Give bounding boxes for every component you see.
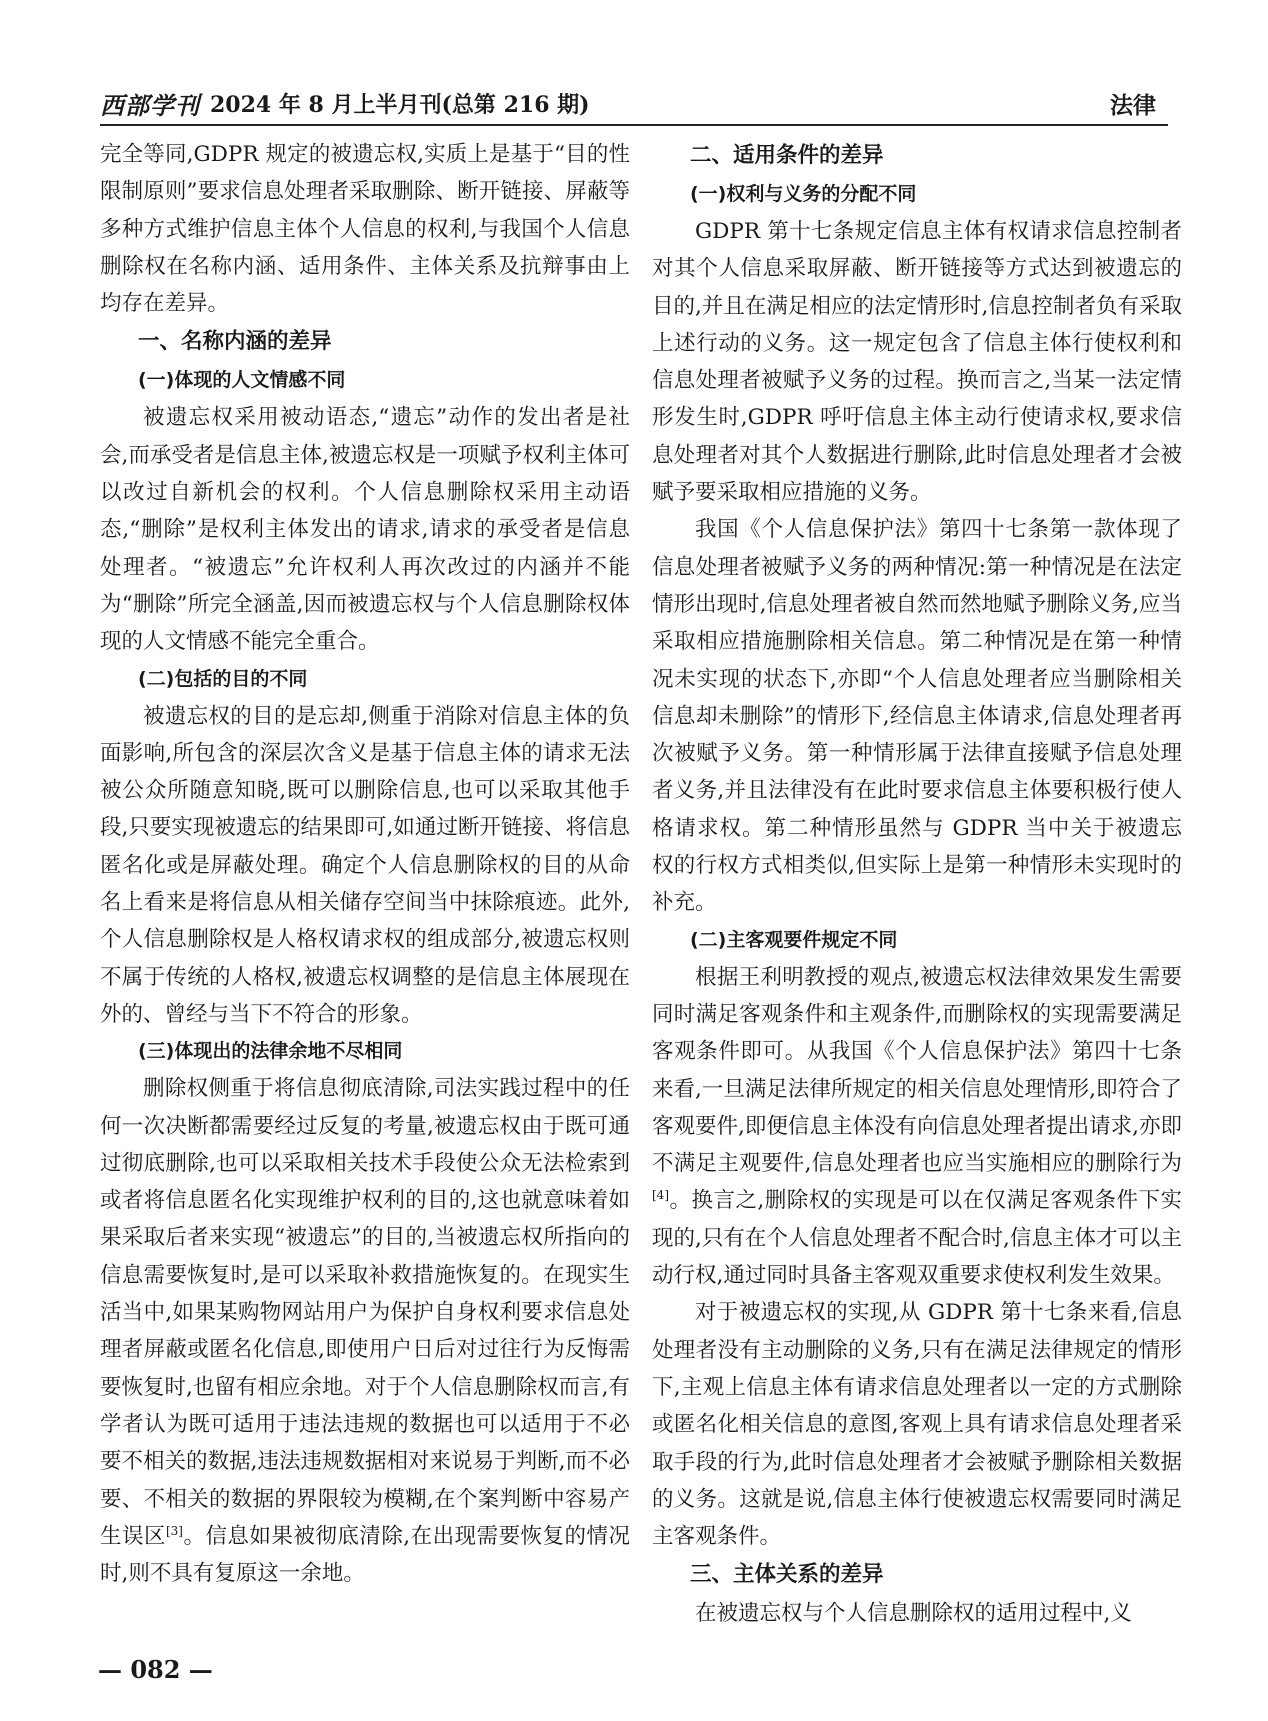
journal-info xyxy=(100,86,590,121)
subsection-heading: (三)体现出的法律余地不尽相同 xyxy=(138,1040,403,1063)
section-heading: 二、适用条件的差异 xyxy=(690,143,884,168)
citation-ref: [4] xyxy=(652,1188,669,1203)
subsection-heading: (一)权利与义务的分配不同 xyxy=(690,183,917,205)
running-header xyxy=(100,82,1168,126)
paragraph xyxy=(652,959,1182,1295)
subsection-heading: (二)包括的目的不同 xyxy=(138,667,308,690)
paragraph: GDPR 第十七条规定信息主体有权请求信息控制者对其个人信息采取屏蔽、断开链接等方式达到被遗忘的目的,并且在满足相应的法定情形时,信息控制者负有采取上述行动的义务。这一规定包含了信息主体行使权利和信息处理者被赋予义务的过程。换而言之,当某一法定情形发生时,GDPR 呼吁信息主体主动行使请求权,要求信息处理者对其个人数据进行删除,此时信息处理者才会被赋予要采取相应措施的义务。 xyxy=(652,219,1182,506)
paragraph-text: 删除权侧重于将信息彻底清除,司法实践过程中的任何一次决断都需要经过反复的考量,被遗忘权由于既可通过彻底删除,也可以采取相关技术手段使公众无法检索到或者将信息匿名化实现维护权利的目的,这也就意味着如果采取后者来实现“被遗忘”的目的,当被遗忘权所指向的信息需要恢复时,是可以采取补救措施恢复的。在现实生活当中,如果某购物网站用户为保护自身权利要求信息处理者屏蔽或匿名化信息,即使用户日后对过往行为反悔需要恢复时,也留有相应余地。对于个人信息删除权而言,有学者认为既可适用于违法违规的数据也可以适用于不必要不相关的数据,违法违规数据相对来说易于判断,而不必要、不相关的数据的界限较为模糊,在个案判断中容易产生误区 xyxy=(100,1076,630,1549)
issue-info: 2024 年 8 月上半月刊(总第 216 期) xyxy=(210,91,590,118)
paragraph-text: 。换言之,删除权的实现是可以在仅满足客观条件下实现的,只有在个人信息处理者不配合时,信息主体才可以主动行权,通过同时具备主客观双重要求使权利发生效果。 xyxy=(652,1188,1182,1289)
section-label: 法律 xyxy=(1110,91,1156,118)
paragraph-text: 根据王利明教授的观点,被遗忘权法律效果发生需要同时满足客观条件和主观条件,而删除权的实现需要满足客观条件即可。从我国《个人信息保护法》第四十七条来看,一旦满足法律所规定的相关信息处理情形,即符合了客观要件,即便信息主体没有向信息处理者提出请求,亦即不满足主观要件,信息处理者也应当实施相应的删除行为 xyxy=(652,964,1182,1177)
paragraph: 我国《个人信息保护法》第四十七条第一款体现了信息处理者被赋予义务的两种情况:第一种情况是在法定情形出现时,信息处理者被自然而然地赋予删除义务,应当采取相应措施删除相关信息。第二种情况是在第一种情况未实现的状态下,亦即“个人信息处理者应当删除相关信息却未删除”的情形下,经信息主体请求,信息处理者再次被赋予义务。第一种情形属于法律直接赋予信息处理者义务,并且法律没有在此时要求信息主体要积极行使人格请求权。第二种情形虽然与 GDPR 当中关于被遗忘权的行权方式相类似,但实际上是第一种情形未实现时的补充。 xyxy=(652,517,1182,916)
citation-ref: [3] xyxy=(165,1523,183,1538)
paragraph: 在被遗忘权与个人信息删除权的适用过程中,义 xyxy=(695,1601,1132,1627)
journal-logo: 西部学刊 xyxy=(100,90,200,120)
paragraph: 完全等同,GDPR 规定的被遗忘权,实质上是基于“目的性限制原则”要求信息处理者采取删除、断开链接、屏蔽等多种方式维护信息主体个人信息的权利,与我国个人信息删除权在名称内涵、适用条件、主体关系及抗辩事由上均存在差异。 xyxy=(100,142,630,317)
paragraph-text: 。信息如果被彻底清除,在出现需要恢复的情况时,则不具有复原这一余地。 xyxy=(100,1523,630,1587)
page-number: — 082 — xyxy=(98,1655,213,1684)
subsection-heading: (一)体现的人文情感不同 xyxy=(138,369,346,392)
paragraph: 被遗忘权采用被动语态,“遗忘”动作的发出者是社会,而承受者是信息主体,被遗忘权是一项赋予权利主体可以改过自新机会的权利。个人信息删除权采用主动语态,“删除”是权利主体发出的请求,请求的承受者是信息处理者。“被遗忘”允许权利人再次改过的内涵并不能为“删除”所完全涵盖,因而被遗忘权与个人信息删除权体现的人文情感不能完全重合。 xyxy=(100,405,630,655)
section-heading: 三、主体关系的差异 xyxy=(690,1562,884,1588)
paragraph: 对于被遗忘权的实现,从 GDPR 第十七条来看,信息处理者没有主动删除的义务,只有在满足法律规定的情形下,主观上信息主体有请求信息处理者以一定的方式删除或匿名化相关信息的意图,客观上具有请求信息处理者采取手段的行为,此时信息处理者才会被赋予删除相关数据的义务。这就是说,信息主体行使被遗忘权需要同时满足主客观条件。 xyxy=(652,1300,1182,1550)
left-column xyxy=(100,136,630,1592)
paragraph: 被遗忘权的目的是忘却,侧重于消除对信息主体的负面影响,所包含的深层次含义是基于信息主体的请求无法被公众所随意知晓,既可以删除信息,也可以采取其他手段,只要实现被遗忘的结果即可,如通过断开链接、将信息匿名化或是屏蔽处理。确定个人信息删除权的目的从命名上看来是将信息从相关储存空间当中抹除痕迹。此外,个人信息删除权是人格权请求权的组成部分,被遗忘权则不属于传统的人格权,被遗忘权调整的是信息主体展现在外的、曾经与当下不符合的形象。 xyxy=(100,703,630,1027)
section-heading: 一、名称内涵的差异 xyxy=(138,329,332,355)
subsection-heading: (二)主客观要件规定不同 xyxy=(690,928,898,951)
right-column xyxy=(652,136,1182,1633)
paragraph xyxy=(100,1070,630,1592)
